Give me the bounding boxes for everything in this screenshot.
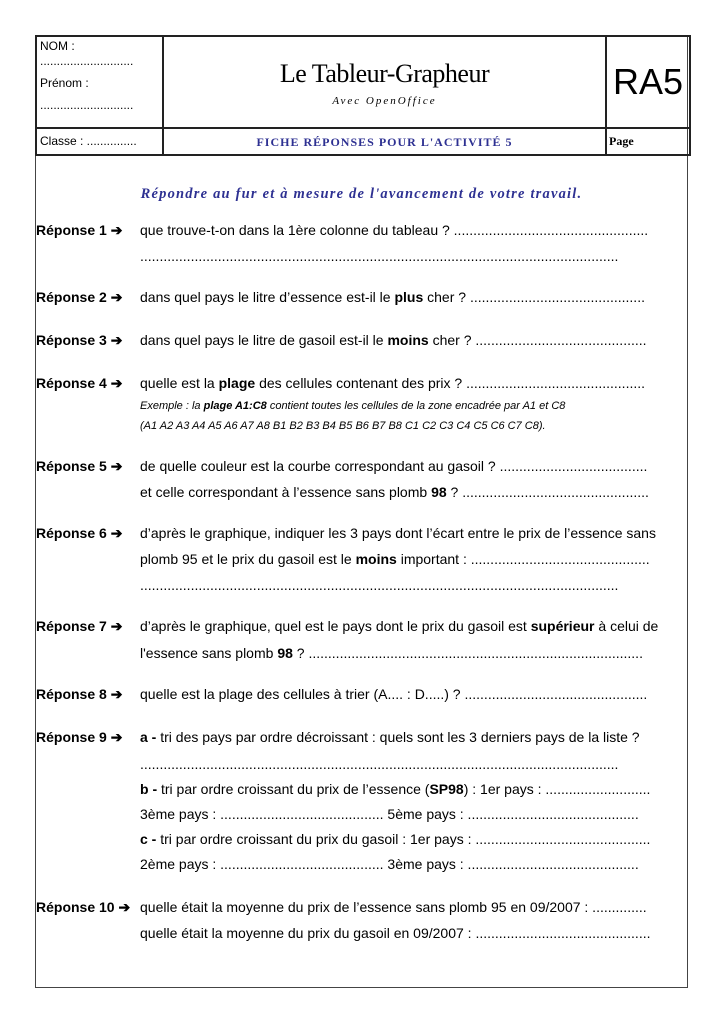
nom-field[interactable]: ............................ xyxy=(40,54,134,68)
answer-line[interactable]: ........................................................................................................................... xyxy=(140,577,619,593)
classe-field[interactable]: Classe : ............... xyxy=(36,128,163,155)
answer-label: Réponse 10 ➔ xyxy=(36,899,131,915)
answer-line: (A1 A2 A3 A4 A5 A6 A7 A8 B1 B2 B3 B4 B5 B6 B7 B8 C1 C2 C3 C4 C5 C6 C7 C8). xyxy=(140,420,546,432)
answer-label: Réponse 4 ➔ xyxy=(36,375,123,391)
fiche-title: FICHE RÉPONSES POUR L'ACTIVITÉ 5 xyxy=(163,128,606,155)
page-title: Le Tableur-Grapheur xyxy=(279,59,490,88)
title-cell xyxy=(163,36,606,128)
answer-line[interactable]: l'essence sans plomb 98 ? ...................................................................................... xyxy=(140,645,643,661)
answer-line: d’après le graphique, indiquer les 3 pays dont l’écart entre le prix de l’essence sans xyxy=(140,525,656,541)
page-label: Page xyxy=(606,128,690,155)
answer-line[interactable]: ........................................................................................................................... xyxy=(140,756,619,772)
answer-line[interactable]: quelle est la plage des cellules contenant des prix ? .............................................. xyxy=(140,375,646,391)
answer-label: Réponse 8 ➔ xyxy=(36,686,123,702)
answer-line[interactable]: que trouve-t-on dans la 1ère colonne du tableau ? .................................................. xyxy=(140,222,649,238)
prenom-label: Prénom : xyxy=(40,76,89,90)
answer-line: a - tri des pays par ordre décroissant : quels sont les 3 derniers pays de la liste ? xyxy=(140,729,640,745)
answer-label: Réponse 7 ➔ xyxy=(36,618,123,634)
answer-line: Exemple : la plage A1:C8 contient toutes les cellules de la zone encadrée par A1 et C8 xyxy=(140,400,566,412)
answer-line[interactable]: plomb 95 et le prix du gasoil est le moins important : .............................................. xyxy=(140,551,650,567)
answer-label: Réponse 6 ➔ xyxy=(36,525,123,541)
answer-line: d’après le graphique, quel est le pays dont le prix du gasoil est supérieur à celui de xyxy=(140,618,659,634)
answer-line[interactable]: 3ème pays : .......................................... 5ème pays : ............................................ xyxy=(140,806,639,822)
answer-line[interactable]: quelle est la plage des cellules à trier (A.... : D.....) ? ............................................... xyxy=(140,686,648,702)
answer-line[interactable]: quelle était la moyenne du prix de l’essence sans plomb 95 en 09/2007 : .............. xyxy=(140,899,647,915)
answer-label: Réponse 3 ➔ xyxy=(36,332,123,348)
instruction-text: Répondre au fur et à mesure de l'avancement de votre travail. xyxy=(140,186,583,202)
answer-line[interactable]: c - tri par ordre croissant du prix du gasoil : 1er pays : ............................................. xyxy=(140,831,651,847)
answer-line[interactable]: et celle correspondant à l’essence sans plomb 98 ? ................................................ xyxy=(140,484,649,500)
answer-line[interactable]: dans quel pays le litre d’essence est-il le plus cher ? ............................................. xyxy=(140,289,645,305)
identity-cell xyxy=(36,36,163,128)
answer-line[interactable]: quelle était la moyenne du prix du gasoil en 09/2007 : ............................................. xyxy=(140,925,651,941)
prenom-field[interactable]: ............................ xyxy=(40,98,134,112)
nom-label: NOM : xyxy=(40,39,75,53)
answer-label: Réponse 9 ➔ xyxy=(36,729,123,745)
answer-line[interactable]: ........................................................................................................................... xyxy=(140,248,619,264)
answer-label: Réponse 2 ➔ xyxy=(36,289,123,305)
answer-line[interactable]: de quelle couleur est la courbe correspondant au gasoil ? ...................................... xyxy=(140,458,648,474)
answer-label: Réponse 5 ➔ xyxy=(36,458,123,474)
answer-label: Réponse 1 ➔ xyxy=(36,222,123,238)
header-table xyxy=(35,35,691,156)
activity-code: RA5 xyxy=(606,36,690,128)
answer-line[interactable]: dans quel pays le litre de gasoil est-il le moins cher ? ............................................ xyxy=(140,332,647,348)
answer-line[interactable]: b - tri par ordre croissant du prix de l’essence (SP98) : 1er pays : ........................... xyxy=(140,781,651,797)
answer-line[interactable]: 2ème pays : .......................................... 3ème pays : ............................................ xyxy=(140,856,639,872)
page-subtitle: Avec OpenOffice xyxy=(332,95,437,107)
